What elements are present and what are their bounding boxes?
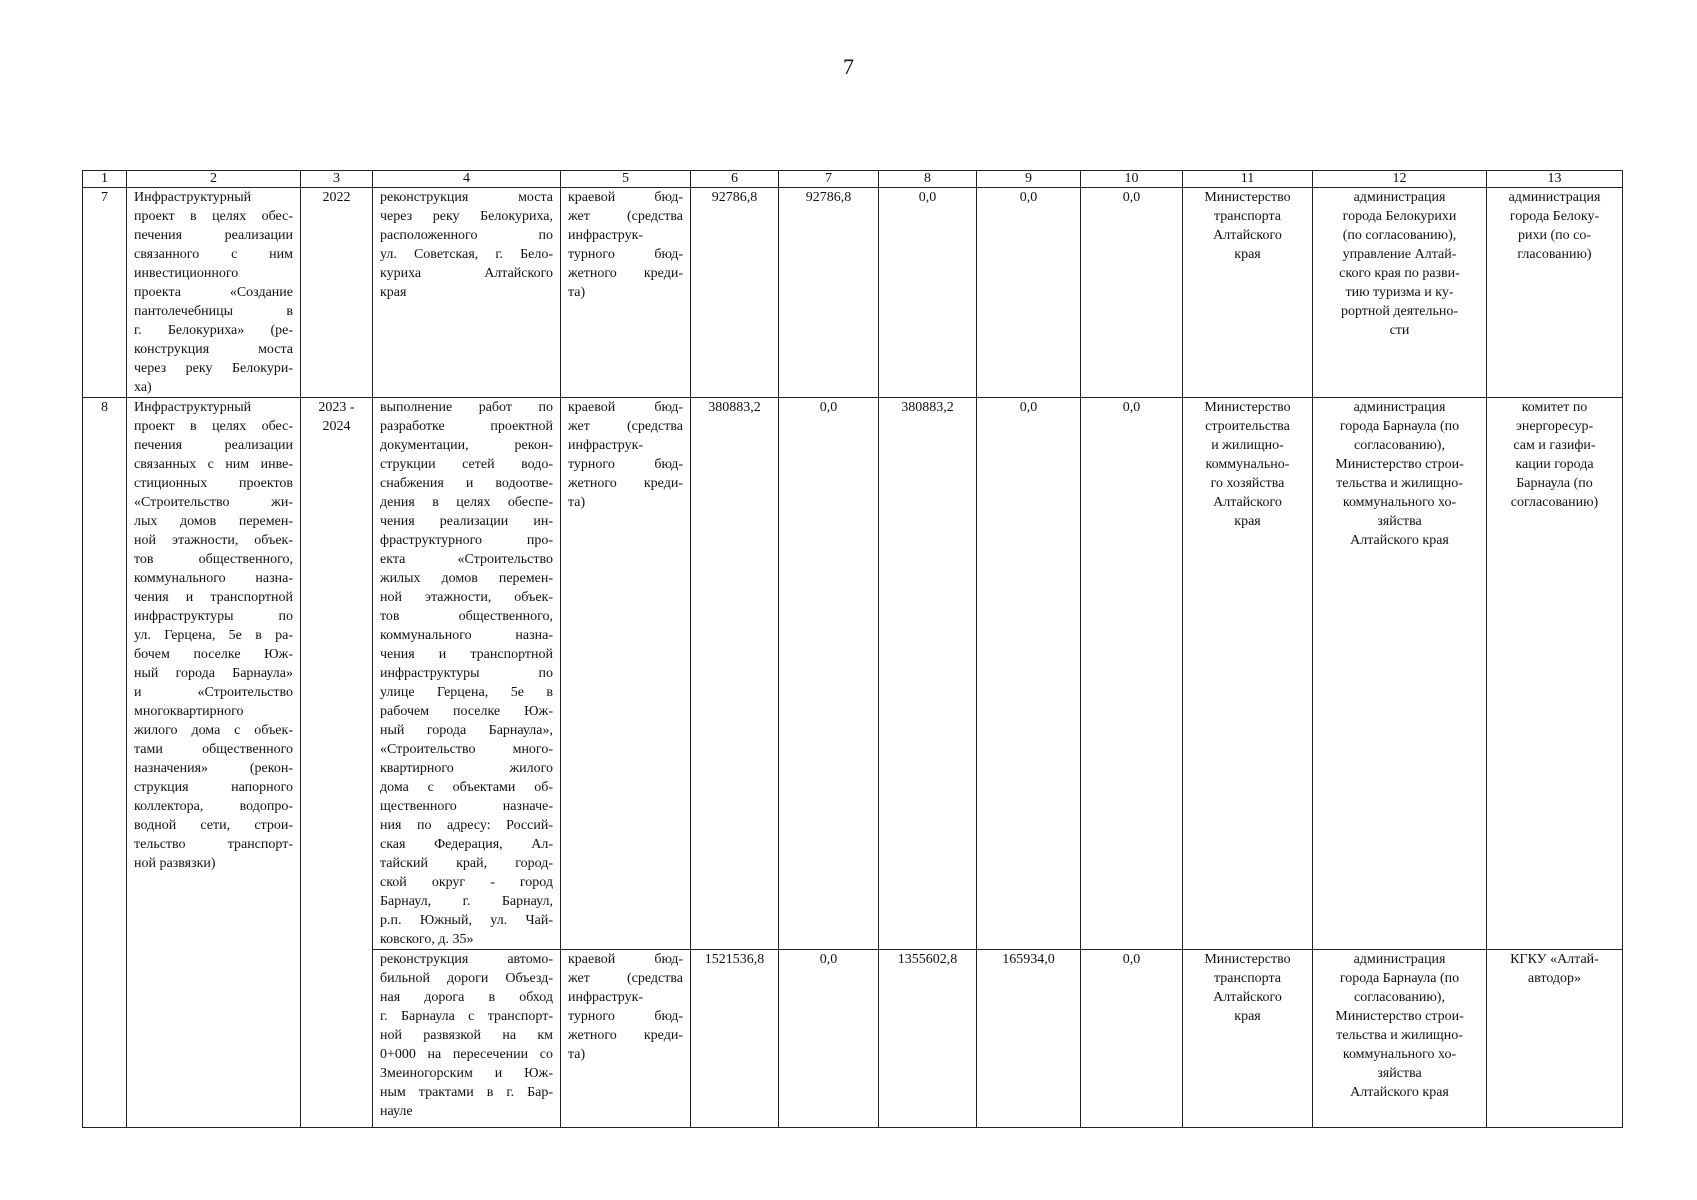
cell-line: расположенного по [380, 228, 553, 243]
cell-line: города Белоку- [1509, 209, 1600, 224]
cell-line: инфраструк- [568, 228, 644, 243]
header-row [83, 171, 1623, 188]
cell-line: ул. Герцена, 5е в ра- [134, 628, 293, 643]
cell-line: (по согласованию), [1342, 228, 1457, 243]
cell-line: р.п. Южный, ул. Чай- [380, 913, 553, 928]
cell-line: коммунального хо- [1342, 1047, 1457, 1062]
cell-line: ной этажности, объек- [134, 533, 293, 548]
cell-line: та) [568, 285, 586, 300]
cell-line: коммунального назна- [134, 571, 293, 586]
value-col-10: 0,0 [1081, 188, 1183, 398]
cell-line: струкции сетей водо- [380, 457, 553, 472]
cell-line: сти [1389, 323, 1410, 338]
cell-line: кации города [1515, 457, 1594, 472]
cell-line: ского края по разви- [1339, 266, 1460, 281]
cell-line: проект в целях обес- [134, 209, 293, 224]
cell-line: жетного креди- [568, 1028, 683, 1043]
funding-source [561, 950, 691, 1128]
header-col-9: 9 [977, 171, 1081, 188]
funding-source [561, 188, 691, 398]
value-col-8: 380883,2 [879, 398, 977, 950]
value-col-7: 0,0 [779, 950, 879, 1128]
cell-line: строительства [1205, 419, 1290, 434]
cell-line: печения реализации [134, 438, 293, 453]
cell-line: ный города Барнаула» [134, 666, 293, 681]
cell-line: связанного с ним [134, 247, 293, 262]
cell-line: тами общественного [134, 742, 293, 757]
cell-line: администрация [1353, 400, 1446, 415]
cell-line: согласованию), [1354, 438, 1445, 453]
cell-line: 2023 - [318, 400, 355, 415]
cell-line: КГКУ «Алтай- [1510, 952, 1599, 967]
cell-line: города Барнаула (по [1339, 419, 1460, 434]
cell-line: тельства и жилищно- [1336, 476, 1463, 491]
cell-line: та) [568, 1047, 586, 1062]
cell-line: управление Алтай- [1342, 247, 1457, 262]
project-years: 2022 [301, 188, 373, 398]
cell-line: та) [568, 495, 586, 510]
header-col-6: 6 [691, 171, 779, 188]
cell-line: зяйства [1377, 514, 1422, 529]
cell-line: края [380, 285, 407, 300]
cell-line: ный города Барнаула», [380, 723, 553, 738]
cell-line: зяйства [1377, 1066, 1422, 1081]
cell-line: автодор» [1527, 971, 1582, 986]
cell-line: инфраструктуры по [380, 666, 553, 681]
table-row [83, 398, 1623, 950]
cell-line: ул. Советская, г. Бело- [380, 247, 553, 262]
value-col-6: 1521536,8 [691, 950, 779, 1128]
cell-line: инфраструк- [568, 438, 644, 453]
cell-line: ха) [134, 380, 152, 395]
cell-line: пантолечебницы в [134, 304, 293, 319]
cell-line: назначения» (рекон- [134, 761, 293, 776]
cell-line: куриха Алтайского [380, 266, 553, 281]
cell-line: Министерство [1204, 190, 1291, 205]
value-col-8: 1355602,8 [879, 950, 977, 1128]
cell-line: жет (средства [568, 971, 683, 986]
cell-line: гласованию) [1517, 247, 1592, 262]
responsible-executor [1183, 188, 1313, 398]
cell-line: реконструкция моста [380, 190, 553, 205]
cell-line: краевой бюд- [568, 190, 683, 205]
project-name [127, 398, 301, 1128]
cell-line: согласованию), [1354, 990, 1445, 1005]
cell-line: тов общественного, [380, 609, 553, 624]
cell-line: 2024 [322, 419, 351, 434]
funding-source [561, 398, 691, 950]
cell-line: жет (средства [568, 419, 683, 434]
project-name [127, 188, 301, 398]
cell-line: улице Герцена, 5е в [380, 685, 553, 700]
row-number: 7 [83, 188, 127, 398]
cell-line: струкция напорного [134, 780, 293, 795]
co-executors [1313, 188, 1487, 398]
cell-line: г. Белокуриха» (ре- [134, 323, 293, 338]
cell-line: и «Строительство [134, 685, 293, 700]
cell-line: бильной дороги Объезд- [380, 971, 553, 986]
header-col-13: 13 [1487, 171, 1623, 188]
cell-line: тов общественного, [134, 552, 293, 567]
cell-line: Алтайского [1213, 495, 1282, 510]
cell-line: Барнаула (по [1516, 476, 1593, 491]
project-years [301, 398, 373, 1128]
cell-line: жет (средства [568, 209, 683, 224]
cell-line: ской округ - город [380, 875, 553, 890]
cell-line: «Строительство жи- [134, 495, 293, 510]
cell-line: Министерство [1204, 400, 1291, 415]
cell-line: чения реализации ин- [380, 514, 553, 529]
cell-line: Инфраструктурный [134, 190, 252, 205]
cell-line: края [1234, 247, 1261, 262]
cell-line: транспорта [1213, 971, 1282, 986]
value-col-7: 0,0 [779, 398, 879, 950]
responsible-executor [1183, 398, 1313, 950]
cell-line: водной сети, строи- [134, 818, 293, 833]
work-description [373, 398, 561, 950]
cell-line: жетного креди- [568, 266, 683, 281]
header-col-7: 7 [779, 171, 879, 188]
cell-line: сам и газифи- [1513, 438, 1596, 453]
cell-line: администрация [1353, 952, 1446, 967]
cell-line: чения и транспортной [134, 590, 293, 605]
value-col-9: 0,0 [977, 398, 1081, 950]
cell-line: ной этажности, объек- [380, 590, 553, 605]
cell-line: многоквартирного [134, 704, 244, 719]
header-col-8: 8 [879, 171, 977, 188]
header-col-4: 4 [373, 171, 561, 188]
cell-line: инфраструктуры по [134, 609, 293, 624]
value-col-8: 0,0 [879, 188, 977, 398]
cell-line: ной развязки) [134, 856, 216, 871]
cell-line: коммунального назна- [380, 628, 553, 643]
investment-projects-table [82, 170, 1623, 1128]
value-col-10: 0,0 [1081, 950, 1183, 1128]
cell-line: квартирного жилого [380, 761, 553, 776]
cell-line: реконструкция автомо- [380, 952, 553, 967]
cell-line: конструкция моста [134, 342, 293, 357]
value-col-6: 380883,2 [691, 398, 779, 950]
cell-line: тайский край, город- [380, 856, 553, 871]
cell-line: инфраструк- [568, 990, 644, 1005]
cell-line: стиционных проектов [134, 476, 293, 491]
cell-line: «Строительство много- [380, 742, 553, 757]
cell-line: тельство транспорт- [134, 837, 293, 852]
cell-line: печения реализации [134, 228, 293, 243]
value-col-10: 0,0 [1081, 398, 1183, 950]
project-participants [1487, 950, 1623, 1128]
cell-line: проекта «Создание [134, 285, 293, 300]
cell-line: ная дорога в обход [380, 990, 553, 1005]
cell-line: Змеиногорским и Юж- [380, 1066, 553, 1081]
cell-line: снабжения и водоотве- [380, 476, 553, 491]
value-col-7: 92786,8 [779, 188, 879, 398]
header-col-10: 10 [1081, 171, 1183, 188]
cell-line: турного бюд- [568, 247, 683, 262]
cell-line: ным трактами в г. Бар- [380, 1085, 553, 1100]
co-executors [1313, 398, 1487, 950]
value-col-6: 92786,8 [691, 188, 779, 398]
cell-line: Алтайского края [1350, 533, 1449, 548]
cell-line: ская Федерация, Ал- [380, 837, 553, 852]
header-col-12: 12 [1313, 171, 1487, 188]
cell-line: согласованию) [1510, 495, 1599, 510]
cell-line: документации, рекон- [380, 438, 553, 453]
cell-line: выполнение работ по [380, 400, 553, 415]
table-row [83, 188, 1623, 398]
header-col-11: 11 [1183, 171, 1313, 188]
cell-line: города Барнаула (по [1339, 971, 1460, 986]
header-col-1: 1 [83, 171, 127, 188]
cell-line: щественного назначе- [380, 799, 553, 814]
cell-line: жетного креди- [568, 476, 683, 491]
work-description [373, 188, 561, 398]
header-col-2: 2 [127, 171, 301, 188]
cell-line: Алтайского [1213, 228, 1282, 243]
value-col-9: 0,0 [977, 188, 1081, 398]
value-col-9: 165934,0 [977, 950, 1081, 1128]
co-executors [1313, 950, 1487, 1128]
cell-line: рихи (по со- [1517, 228, 1591, 243]
cell-line: Алтайского края [1350, 1085, 1449, 1100]
cell-line: энергоресур- [1515, 419, 1594, 434]
project-participants [1487, 398, 1623, 950]
cell-line: лых домов перемен- [134, 514, 293, 529]
cell-line: ния по адресу: Россий- [380, 818, 553, 833]
page-number: 7 [843, 54, 854, 79]
cell-line: дома с объектами об- [380, 780, 553, 795]
cell-line: города Белокурихи [1342, 209, 1457, 224]
cell-line: г. Барнаула с транспорт- [380, 1009, 553, 1024]
cell-line: екта «Строительство [380, 552, 553, 567]
cell-line: жилого дома с объек- [134, 723, 293, 738]
cell-line: рортной деятельно- [1340, 304, 1459, 319]
cell-line: администрация [1508, 190, 1601, 205]
cell-line: дения в целях обеспе- [380, 495, 553, 510]
cell-line: Барнаул, г. Барнаул, [380, 894, 553, 909]
cell-line: через реку Белокуриха, [380, 209, 553, 224]
cell-line: турного бюд- [568, 457, 683, 472]
cell-line: транспорта [1213, 209, 1282, 224]
cell-line: ной развязкой на км [380, 1028, 553, 1043]
cell-line: администрация [1353, 190, 1446, 205]
cell-line: го хозяйства [1210, 476, 1285, 491]
cell-line: края [1234, 1009, 1261, 1024]
header-col-3: 3 [301, 171, 373, 188]
work-description [373, 950, 561, 1128]
cell-line: коммунального хо- [1342, 495, 1457, 510]
cell-line: края [1234, 514, 1261, 529]
cell-line: тельства и жилищно- [1336, 1028, 1463, 1043]
cell-line: разработке проектной [380, 419, 553, 434]
cell-line: краевой бюд- [568, 400, 683, 415]
cell-line: турного бюд- [568, 1009, 683, 1024]
row-number: 8 [83, 398, 127, 1128]
cell-line: жилых домов перемен- [380, 571, 553, 586]
cell-line: Министерство строи- [1335, 457, 1464, 472]
cell-line: проект в целях обес- [134, 419, 293, 434]
cell-line: тию туризма и ку- [1345, 285, 1454, 300]
cell-line: коммунально- [1205, 457, 1290, 472]
cell-line: коллектора, водопро- [134, 799, 293, 814]
cell-line: 0+000 на пересечении со [380, 1047, 553, 1062]
cell-line: Министерство [1204, 952, 1291, 967]
header-col-5: 5 [561, 171, 691, 188]
responsible-executor [1183, 950, 1313, 1128]
cell-line: рабочем поселке Юж- [380, 704, 553, 719]
cell-line: через реку Белокури- [134, 361, 293, 376]
cell-line: инвестиционного [134, 266, 239, 281]
cell-line: науле [380, 1104, 413, 1119]
cell-line: краевой бюд- [568, 952, 683, 967]
cell-line: Министерство строи- [1335, 1009, 1464, 1024]
cell-line: чения и транспортной [380, 647, 553, 662]
cell-line: Алтайского [1213, 990, 1282, 1005]
project-participants [1487, 188, 1623, 398]
cell-line: ковского, д. 35» [380, 932, 474, 947]
cell-line: бочем поселке Юж- [134, 647, 293, 662]
cell-line: и жилищно- [1211, 438, 1284, 453]
cell-line: Инфраструктурный [134, 400, 252, 415]
cell-line: фраструктурного про- [380, 533, 553, 548]
cell-line: связанных с ним инве- [134, 457, 293, 472]
cell-line: комитет по [1521, 400, 1588, 415]
